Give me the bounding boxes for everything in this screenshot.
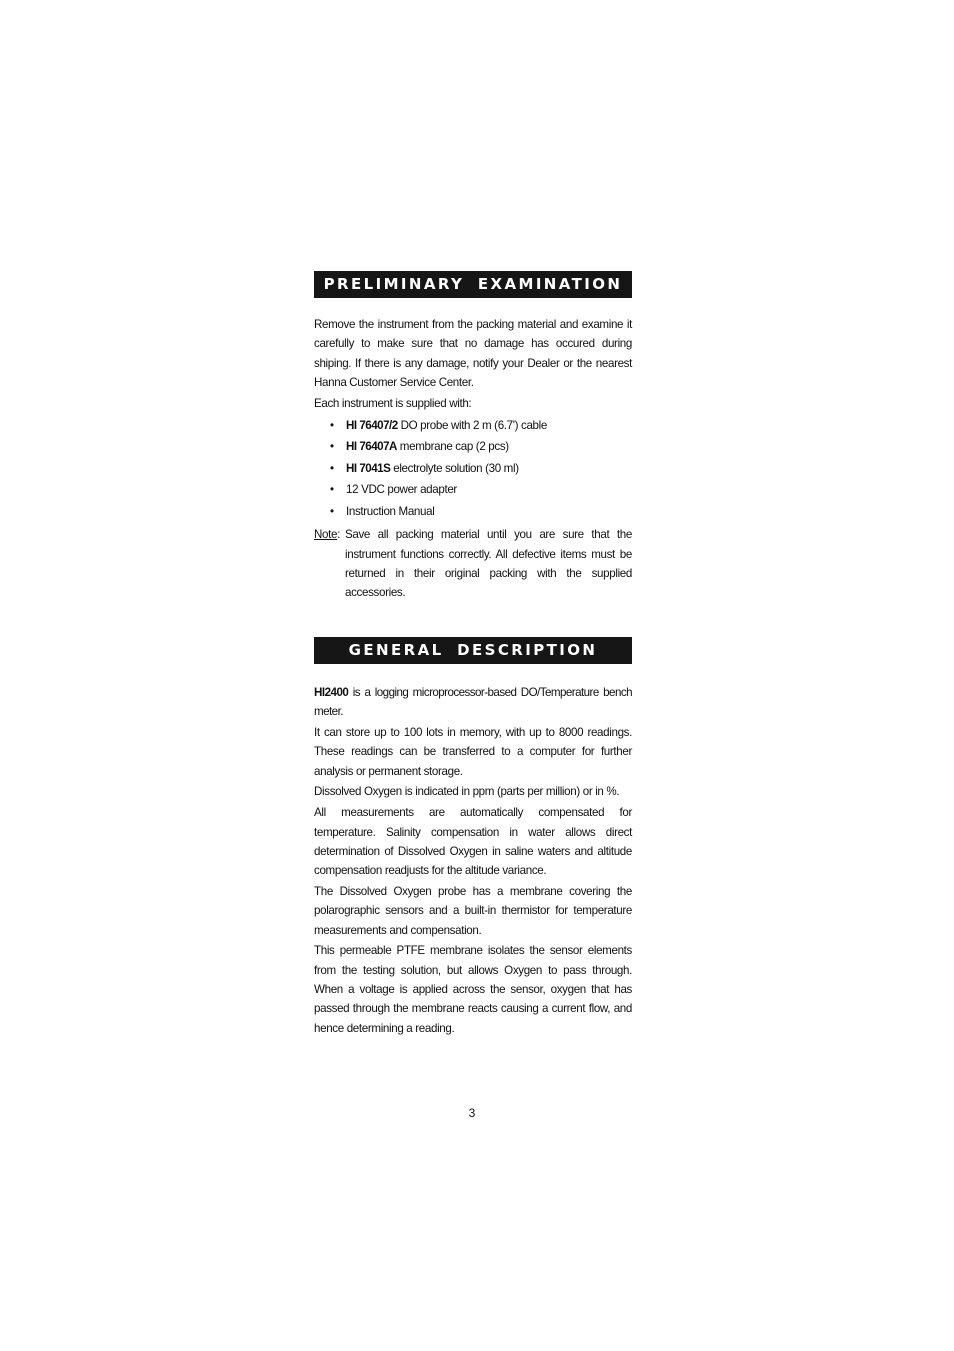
item-description: DO probe with 2 m (6.7') cable — [397, 418, 547, 432]
bullet-icon: • — [330, 483, 334, 497]
section-title-preliminary-examination: PRELIMINARY EXAMINATION — [314, 271, 632, 298]
preliminary-intro-paragraph: Remove the instrument from the packing material and examine it carefully to make sure that no damage has occured during shiping. If there is any damage, notify your Dealer or the nearest Hanna Customer Service Center. — [314, 318, 632, 389]
item-description: electrolyte solution (30 ml) — [390, 461, 519, 475]
item-description: 12 VDC power adapter — [346, 483, 457, 497]
item-description: membrane cap (2 pcs) — [396, 440, 509, 454]
item-code: HI 76407/2 — [346, 418, 398, 432]
general-paragraph-memory: It can store up to 100 lots in memory, with up to 8000 readings. These readings can be transferred to a computer for further analysis or permanent storage. — [314, 726, 632, 778]
note-label — [314, 525, 345, 602]
note-block — [314, 525, 632, 602]
general-intro-paragraph — [314, 683, 632, 722]
general-paragraph-probe: The Dissolved Oxygen probe has a membrane covering the polarographic sensors and a built-in thermistor for temperature measurements and compensation. — [314, 884, 632, 937]
list-item — [330, 415, 632, 437]
list-item — [330, 436, 632, 458]
bullet-icon: • — [330, 461, 334, 475]
model-description: is a logging microprocessor-based DO/Temperature bench meter. — [314, 686, 632, 719]
bullet-icon: • — [330, 418, 334, 432]
item-description: Instruction Manual — [346, 504, 435, 518]
note-label-colon: : — [337, 528, 340, 542]
general-paragraph-membrane: This permeable PTFE membrane isolates the sensor elements from the testing solution, but allows Oxygen to pass through. When a voltage is applied across the sensor, oxygen that has passed through the membrane reacts causing a current flow, and hence determining a reading. — [314, 944, 632, 1035]
section-title-general-description: GENERAL DESCRIPTION — [314, 637, 632, 664]
list-item — [330, 479, 632, 501]
list-item — [330, 501, 632, 523]
item-code: HI 7041S — [346, 461, 391, 475]
preliminary-examination-section — [314, 315, 632, 603]
general-paragraph-units: Dissolved Oxygen is indicated in ppm (parts per million) or in %. — [314, 785, 620, 799]
general-description-section — [314, 683, 632, 1038]
item-code: HI 76407A — [346, 440, 397, 454]
list-item — [330, 458, 632, 480]
note-label-text: Note — [314, 528, 338, 542]
supplied-items-list — [314, 415, 632, 523]
general-paragraph-compensation: All measurements are automatically compensated for temperature. Salinity compensation in water allows direct determination of Dissolved Oxygen in saline waters and altitude compensation readjusts for the altitude variance. — [314, 806, 632, 878]
supplied-with-heading: Each instrument is supplied with: — [314, 396, 472, 410]
model-name: HI2400 — [314, 686, 349, 699]
bullet-icon: • — [330, 504, 334, 518]
bullet-icon: • — [330, 440, 334, 454]
note-text: Save all packing material until you are sure that the instrument functions correctly. All defective items must be returned in their original packing with the supplied accessories. — [345, 528, 632, 600]
page-number: 3 — [468, 1106, 476, 1120]
